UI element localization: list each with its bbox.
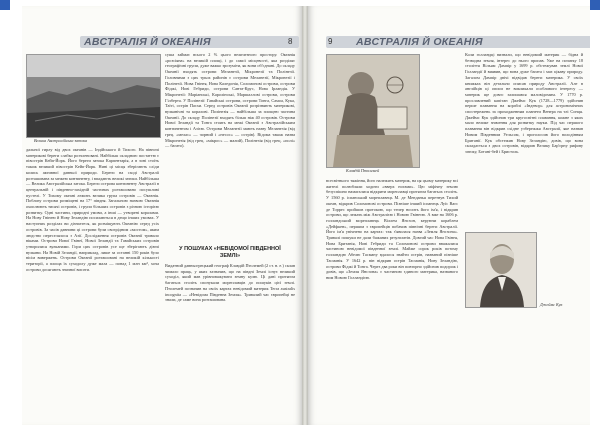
right-column-text: [165, 52, 295, 240]
cook-portrait: [465, 232, 537, 308]
left-column-paragraph: дальної гирлу від двох океанів — Індійського й Тихого. На півночі материкові береги слабко розчленовані. Найбільш складною постаттю є півострів Кейп-Йорк. Його береги затока Карпентарія, а в зоні стоїть також великий півострів Кейп-Йорк. Нині ці місця зберігають сліди колись активної давньої природи. Береги на сході Австралії розташована за межею континенту, і впадають великі затоки. Найбільша — Велика Австралійська затока. Береги острова континенту Австралії в центральній і південно-західній частинах розташовано посушливі пустелі. У Тихому океані лежить велика група островів — Океанія. Поблизу острови розміщені на 17° півдня. Загальною назвою Океанія охоплюють тисячі островів, i групи більших островів з різною історією розвитку. Одні частини, природні умови, а інші — утворені коралами. На Нову Гвінею й Нову Зеландію посилаються в дещо інших умовах. У наступних розділах ви дізнаєтеся, як розміщують Океанію серед усіх островів. За часів давнини ці острови були своєрідним «мостом», яким людство переселялося з Азії. Дослідження островів Океанії тривало віками. Острови Нової Гвінеї, Нової Зеландії та Гавайських островів утворилися вулканами. Гори цих островів усе ще зберігають діючі вулкани. На Новій Зеландії, наприклад, лише за останні 150 років було вісім вивержень. Острови Океанії розташовані на великій кількості території, а площа їх суходолу дуже мала — понад 1 млн км², хоча острови досягають значної висоти.: [26, 147, 159, 272]
ptolemy-illustration: [327, 55, 419, 167]
page-corner-marker-left: [0, 0, 10, 10]
left-page-header: АВСТРАЛІЯ Й ОКЕАНІЯ: [80, 36, 299, 48]
section-body-text: [165, 263, 295, 423]
photo-caption-ptolemy: Клавдій Птолемей: [346, 168, 380, 173]
right-page-number: 9: [328, 37, 333, 46]
right-page-header: АВСТРАЛІЯ Й ОКЕАНІЯ: [326, 36, 590, 48]
cook-illustration: [466, 233, 536, 307]
ptolemy-portrait: [326, 54, 420, 168]
section-heading: У ПОШУКАХ «НЕВІДОМОЇ ПІВДЕННОЇ ЗЕМЛІ»: [179, 246, 281, 259]
right-page: [308, 6, 590, 425]
page-corner-marker-right: [590, 0, 600, 10]
left-page: [22, 6, 302, 425]
coastline-illustration: [27, 55, 160, 137]
coastline-photo: [26, 54, 161, 138]
right-column-paragraph: суша займає всього 2 % цього величезного простору. Океанія «розсіяна» на великій площі, і до самої місцевості, яка розділяє географічні групи, дуже важко зрозуміти, як вони об'єднані. До складу Океанії входять острови Меланезії, Мікронезії та Полінезії. Головними з цих трьох районів є острови Меланезії, Мікронезії і Полінезії. Нова Гвінея, Нова Каледонія, Соломонові острови, острови Фіджі, Нові Гебриди, острови Санта-Крус, Нова Ірландія. У Мікронезії: Маріанські, Каролінські, Маршаллові острови, острови Гілберта. У Полінезії: Гавайські острови, острови Тонга, Самоа, Кука, Таїті, острів Пасхи. Серед островів Океанії розрізняють материкові, вулканічні та коралові. Полінезія — найбільша за площею частина Океанії. До складу Полінезії входять більш ніж 40 островів. Острови Нової Зеландії та Тонга стоять на межі Океанії з Австралійським континентом і Азією. Острови Меланезії мають назву Меланезія (від грец. «мелас» — чорний і «несос» — острів). Відома також назва Мікронезія (від грец. «мікрос» — малий), Полінезія (від грец. «полі» — багато).: [165, 52, 295, 149]
photo-caption-left: Велика Австралійська затока: [34, 138, 88, 143]
left-column-text: [26, 147, 159, 422]
left-page-number: 8: [288, 37, 293, 46]
right-right-column-text-top: [465, 52, 583, 232]
section-body-paragraph: Видатний давньогрецький географ Клавдій Птолемей (2 ст. н. е.) склав чимало праць, у яких зазначив, що на півдні Землі існує великий суходіл, який мав урівноважувати земну кулю. Ці дані протягом багатьох століть спонукали мореплавців до пошуків цієї землі. Птолемей позначив на своїх картах невідомий материк Terra australis incognita — «Невідома Південна Земля». Тривалий час європейці не знали, де саме вона розташована.: [165, 263, 295, 303]
photo-caption-cook: Джеймс Кук: [540, 302, 563, 307]
right-left-column-paragraph: всесвітнього тяжіння, його належить материк, на ця цьому материку всі жителі полюбляли ходити «вверх ногами». Цю міфічну землю безуспішно намагалися відкрити мореплавці протягом багатьох століть. У 1560 р. іспанський мореплавець М. де Менданья перетнув Тихий океан, відкрив Соломонові острови. Пізніше інший іспанець Луїс Ваєс де Торрес пройшов протокою, що тепер носить його ім'я, і відкрив острови, що лежать між Австралією і Новою Гвінеєю. А вже на 1606 р. голландський мореплавець Віллем Янсзон, керуючи кораблем «Дейфкен», першим з європейців побачив північні береги Австралії. Його ім'я увічнено на картах: так з'явилася назва «Земля Янсзона». Тривалі пошуки не дали бажаних результатів. Довгий час Нова Гвінея, Нова Британія, Нові Гебриди та Соломонові острови вважалися частиною невідомої південної землі. Майже сорок років потому голландцю Абелю Тасману вдалося знайти острів, названий пізніше Тасманія. У 1642 р. він відкрив острів Тасманія, Нову Зеландію, острови Фіджі й Тонга. Через два роки він повторно здійснив подорож і довів, що «Земля Янсзона» є частиною єдиного материка, названого ним Новою Голландією.: [326, 178, 458, 280]
right-left-column-text: [326, 178, 458, 422]
right-right-column-paragraph: Коли голландці визнали, що невідомий материк — бідна й безводна земля, інтерес до нього пропав. Уже на початку 18 століття Вільям Дампір у 1699 р. обстежував землі Нової Голландії й виявив, що вона дуже багата і має цікаву природу. Загалом Дампір двічі відвідав береги материка. У своїх книжках він детально описав природу Австралії. Але в англійців ці описи не викликали особливого інтересу — материк ще довго залишався маловідомим. У 1770 р. прославлений капітан Джеймс Кук (1728—1779) здійснив перше плавання на кораблі «Індевор» для астрономічних спостережень за проходженням планети Венера на тлі Сонця. Джеймс Кук здійснив три кругосвітні плавання, кожне з яких мало велике значення для розвитку науки. Під час першого плавання він відкрив східне узбережжя Австралії, яке назвав Новим Південним Уельсом, і проголосив його володінням Британії. Кук обстежив Нову Зеландію, довів, що вона складається з двох островів, відкрив Велику Бар'єрну рифову затоку, Ботані-бей і Бристоль.: [465, 52, 583, 154]
book-spread: [22, 6, 590, 425]
